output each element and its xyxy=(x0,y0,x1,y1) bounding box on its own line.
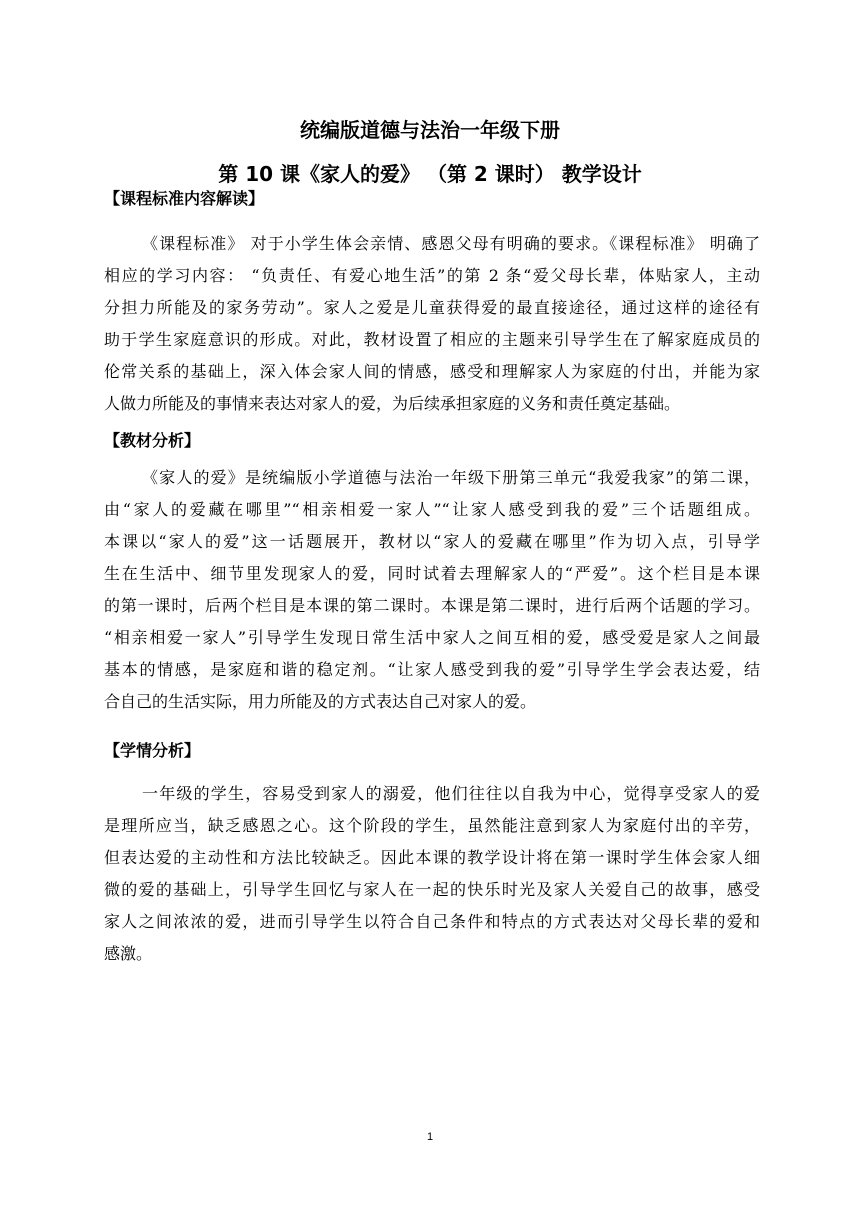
paragraph-line: “相亲相爱一家人”引导学生发现日常生活中家人之间互相的爱，感受爱是家人之间最 xyxy=(104,628,760,647)
paragraph-line: 《家人的爱》是统编版小学道德与法治一年级下册第三单元“我爱我家”的第二课， xyxy=(142,468,760,487)
paragraph-line: 感激。 xyxy=(104,944,153,963)
paragraph-line: 家人之间浓浓的爱，进而引导学生以符合自己条件和特点的方式表达对父母长辈的爱和 xyxy=(104,912,760,931)
paragraph-line: 相应的学习内容： “负责任、有爱心地生活”的第 2 条“爱父母长辈，体贴家人，主动 xyxy=(104,266,760,285)
paragraph-line: 的第一课时，后两个栏目是本课的第二课时。本课是第二课时，进行后两个话题的学习。 xyxy=(104,596,760,615)
paragraph-textbook-analysis xyxy=(104,462,760,718)
paragraph-line: 一年级的学生，容易受到家人的溺爱，他们往往以自我为中心，觉得享受家人的爱 xyxy=(142,784,760,803)
section-heading-textbook-analysis: 【教材分析】 xyxy=(104,431,201,450)
paragraph-line: 基本的情感，是家庭和谐的稳定剂。“让家人感受到我的爱”引导学生学会表达爱，结 xyxy=(104,660,760,679)
paragraph-line: 人做力所能及的事情来表达对家人的爱，为后续承担家庭的义务和责任奠定基础。 xyxy=(104,394,681,413)
paragraph-line: 但表达爱的主动性和方法比较缺乏。因此本课的教学设计将在第一课时学生体会家人细 xyxy=(104,848,760,867)
page-number: 1 xyxy=(426,1131,434,1143)
paragraph-line: 助于学生家庭意识的形成。对此，教材设置了相应的主题来引导学生在了解家庭成员的 xyxy=(104,330,760,349)
paragraph-curriculum-standard xyxy=(104,228,760,420)
paragraph-line: 是理所应当，缺乏感恩之心。这个阶段的学生，虽然能注意到家人为家庭付出的辛劳， xyxy=(104,816,760,835)
paragraph-line: 生在生活中、细节里发现家人的爱，同时试着去理解家人的“严爱”。这个栏目是本课 xyxy=(104,564,760,583)
paragraph-line: 《课程标准》 对于小学生体会亲情、感恩父母有明确的要求。《课程标准》 明确了 xyxy=(142,234,760,253)
lesson-title: 第 10 课《家人的爱》 （第 2 课时） 教学设计 xyxy=(218,162,642,186)
paragraph-line: 分担力所能及的家务劳动”。家人之爱是儿童获得爱的最直接途径，通过这样的途径有 xyxy=(104,298,760,317)
paragraph-line: 由“家人的爱藏在哪里”“相亲相爱一家人”“让家人感受到我的爱”三个话题组成。 xyxy=(104,500,760,519)
paragraph-learner-analysis xyxy=(104,778,760,970)
section-heading-curriculum-standard: 【课程标准内容解读】 xyxy=(104,189,265,208)
paragraph-line: 合自己的生活实际，用力所能及的方式表达自己对家人的爱。 xyxy=(104,692,537,711)
paragraph-line: 微的爱的基础上，引导学生回忆与家人在一起的快乐时光及家人关爱自己的故事，感受 xyxy=(104,880,760,899)
paragraph-line: 本课以“家人的爱”这一话题展开，教材以“家人的爱藏在哪里”作为切入点，引导学 xyxy=(104,532,760,551)
document-title: 统编版道德与法治一年级下册 xyxy=(300,118,560,142)
section-heading-learner-analysis: 【学情分析】 xyxy=(104,741,201,760)
paragraph-line: 伦常关系的基础上，深入体会家人间的情感，感受和理解家人为家庭的付出，并能为家 xyxy=(104,362,760,381)
